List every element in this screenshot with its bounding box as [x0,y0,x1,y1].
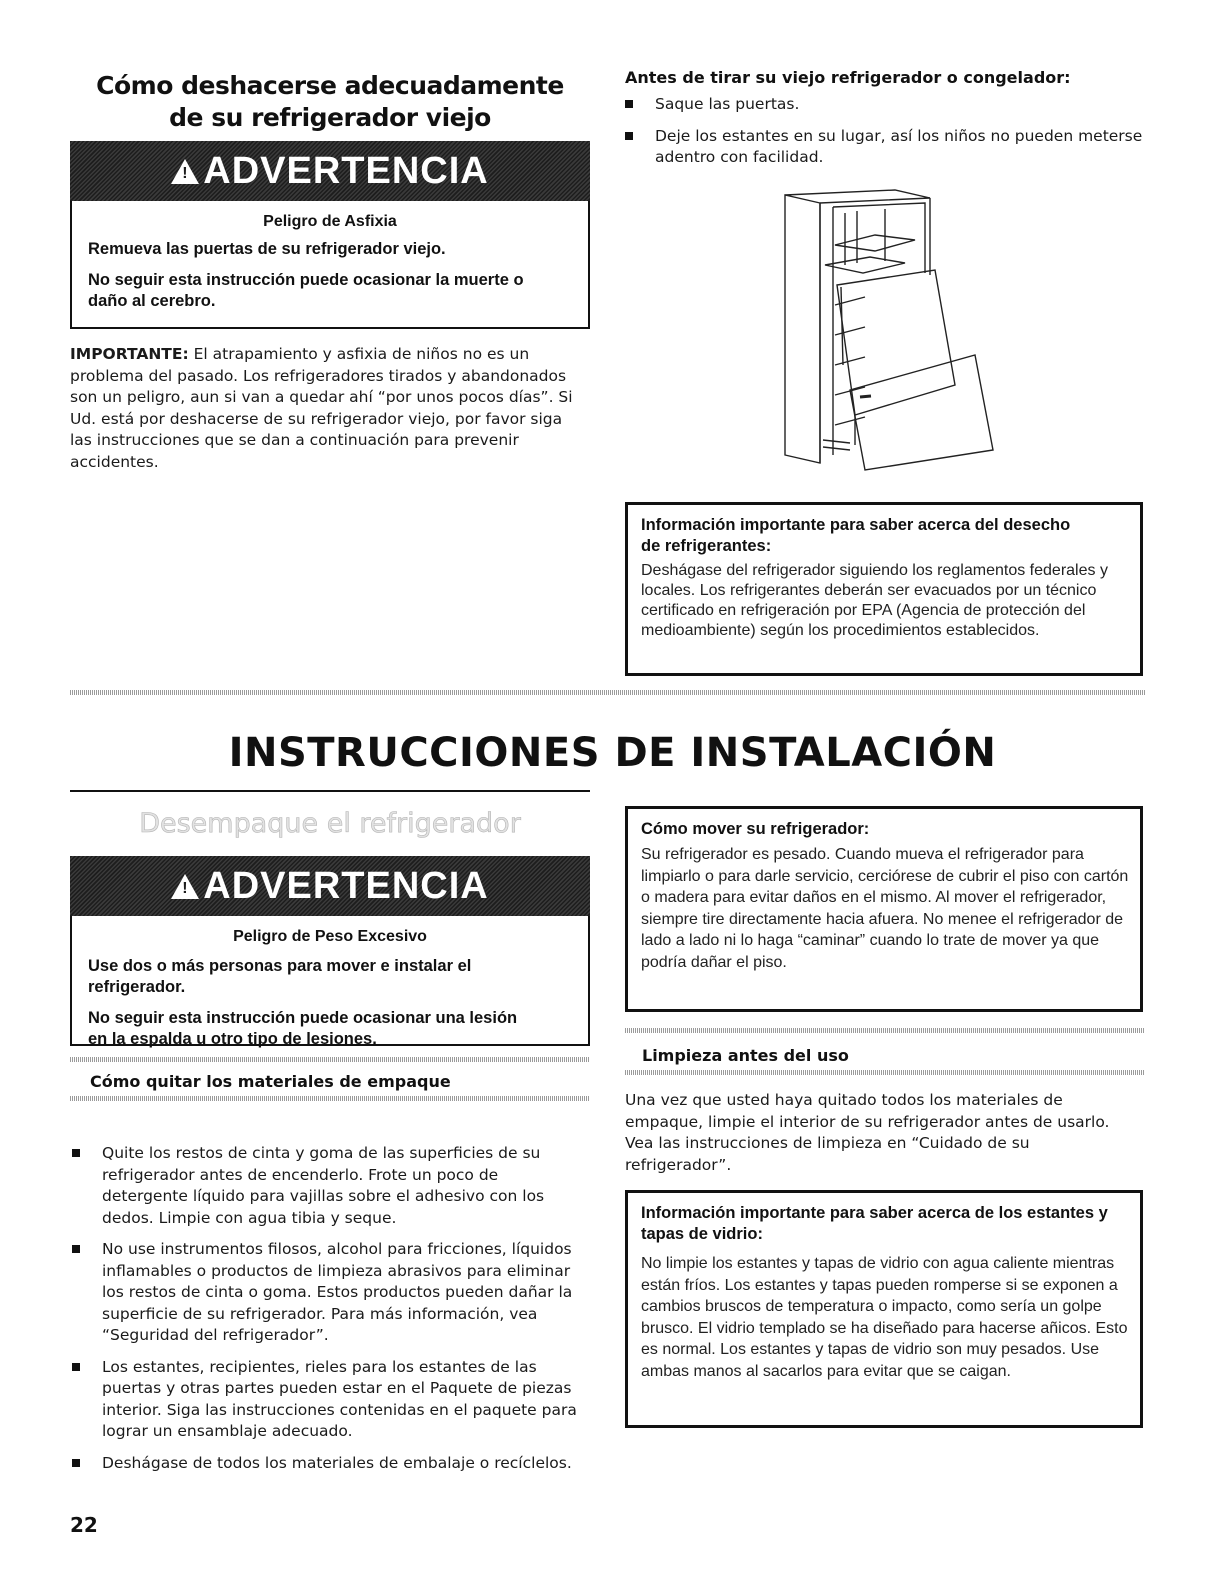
cleaning-heading: Limpieza antes del uso [642,1046,849,1065]
info-box-body: Su refrigerador es pesado. Cuando mueva el refrigerador para limpiarlo o para darle servicio, cerciórese de cubrir el piso con cartón o madera para evitar daños en el mismo. Al mover el refrigerador, siempre tire directamente hacia afuera. No menee el refrigerador de lado a lado ni lo haga “caminar” cuando lo trate de mover ya que podría dañar el piso. [641,846,1129,971]
asphyxia-warning-box [70,141,590,329]
warning-consequence: No seguir esta instrucción puede ocasionar una lesión en la espalda u otro tipo de lesiones. [88,1009,518,1048]
warning-banner [70,856,590,916]
info-box-heading: Información importante para saber acerca del desecho de refrigerantes: [641,516,1071,555]
unpack-rule [70,790,590,792]
warning-consequence: No seguir esta instrucción puede ocasionar la muerte o daño al cerebro. [88,271,524,310]
packing-rule-top [70,1057,590,1062]
bullet-square-icon [72,1459,80,1467]
cleaning-rule-top [625,1028,1145,1033]
refrigerant-disposal-info-box [625,502,1143,676]
important-paragraph [70,344,585,473]
bullet-square-icon [72,1363,80,1371]
warning-hazard-title: Peligro de Peso Excesivo [233,928,427,945]
bullet-square-icon [72,1245,80,1253]
bullet-square-icon [625,100,633,108]
before-disposal-list [625,94,1145,179]
warning-banner [70,141,590,201]
packing-list [72,1143,587,1484]
warning-signal-word: ADVERTENCIA [203,149,489,192]
list-item: No use instrumentos filosos, alcohol para fricciones, líquidos inflamables o productos de limpieza abrasivos para eliminar los restos de cinta o goma. Estos productos pueden dañar la superficie de su refrigerador. Para más información, vea “Seguridad del refrigerador”. [72,1239,587,1347]
cleaning-paragraph: Una vez que usted haya quitado todos los materiales de empaque, limpie el interior de su refrigerador antes de usarlo. Vea las instrucciones de limpieza en “Cuidado de su refrigerador”. [625,1091,1110,1174]
page-number: 22 [70,1513,98,1537]
list-item: Deshágase de todos los materiales de embalaje o recíclelos. [72,1453,587,1475]
section-divider [70,690,1145,695]
list-item: Los estantes, recipientes, rieles para los estantes de las puertas y otras partes pueden estar en el Paquete de piezas interior. Siga las instrucciones contenidas en el paquete para lograr un ensamblaje adecuado. [72,1357,587,1443]
warning-signal-word: ADVERTENCIA [203,864,489,907]
list-item: Quite los restos de cinta y goma de las superficies de su refrigerador antes de encenderlo. Frote un poco de detergente líquido para vajillas sobre el adhesivo con los dedos. Limpie con agua tibia y seque. [72,1143,587,1229]
important-label: IMPORTANTE: [70,345,189,363]
moving-info-box [625,806,1143,1012]
info-box-body: No limpie los estantes y tapas de vidrio con agua caliente mientras están fríos. Los estantes y tapas pueden romperse si se exponen a cambios bruscos de temperatura o impacto, como sería un golpe brusco. El vidrio templado se ha diseñado para hacerse añicos. Esto es normal. Los estantes y tapas de vidrio son muy pesados. Use ambas manos al sacarlos para evitar que se caigan. [641,1255,1128,1380]
warning-instruction: Remueva las puertas de su refrigerador viejo. [88,240,446,258]
disposal-title: Cómo deshacerse adecuadamente de su refrigerador viejo [96,71,564,132]
warning-instruction: Use dos o más personas para mover e instalar el refrigerador. [88,957,472,996]
warning-triangle-icon: ! [171,874,199,899]
info-box-heading: Cómo mover su refrigerador: [641,820,870,838]
cleaning-rule-bottom [625,1070,1145,1075]
bullet-square-icon [72,1149,80,1157]
glass-shelves-info-box [625,1190,1143,1428]
bullet-square-icon [625,132,633,140]
refrigerator-doors-removed-illustration [775,185,1000,475]
list-item: Deje los estantes en su lugar, así los niños no pueden meterse adentro con facilidad. [625,126,1145,169]
weight-warning-box [70,856,590,1046]
installation-title: INSTRUCCIONES DE INSTALACIÓN [228,730,997,776]
unpack-title: Desempaque el refrigerador [139,808,521,839]
packing-heading: Cómo quitar los materiales de empaque [90,1072,451,1091]
info-box-body: Deshágase del refrigerador siguiendo los reglamentos federales y locales. Los refrigerantes deberán ser evacuados por un técnico certificado en refrigeración por EPA (Agencia de protección del medioambiente) según los procedimientos establecidos. [641,562,1108,639]
packing-rule-bottom [70,1096,590,1101]
important-text: El atrapamiento y asfixia de niños no es un problema del pasado. Los refrigeradores tirados y abandonados son un peligro, aun si van a quedar ahí “por unos pocos días”. Si Ud. está por deshacerse de su refrigerador viejo, por favor siga las instrucciones que se dan a continuación para prevenir accidentes. [70,345,573,471]
warning-triangle-icon: ! [171,159,199,184]
list-item: Saque las puertas. [625,94,1145,116]
before-disposal-heading: Antes de tirar su viejo refrigerador o congelador: [625,68,1071,87]
warning-hazard-title: Peligro de Asfixia [263,213,397,230]
info-box-heading: Información importante para saber acerca de los estantes y tapas de vidrio: [641,1204,1108,1243]
